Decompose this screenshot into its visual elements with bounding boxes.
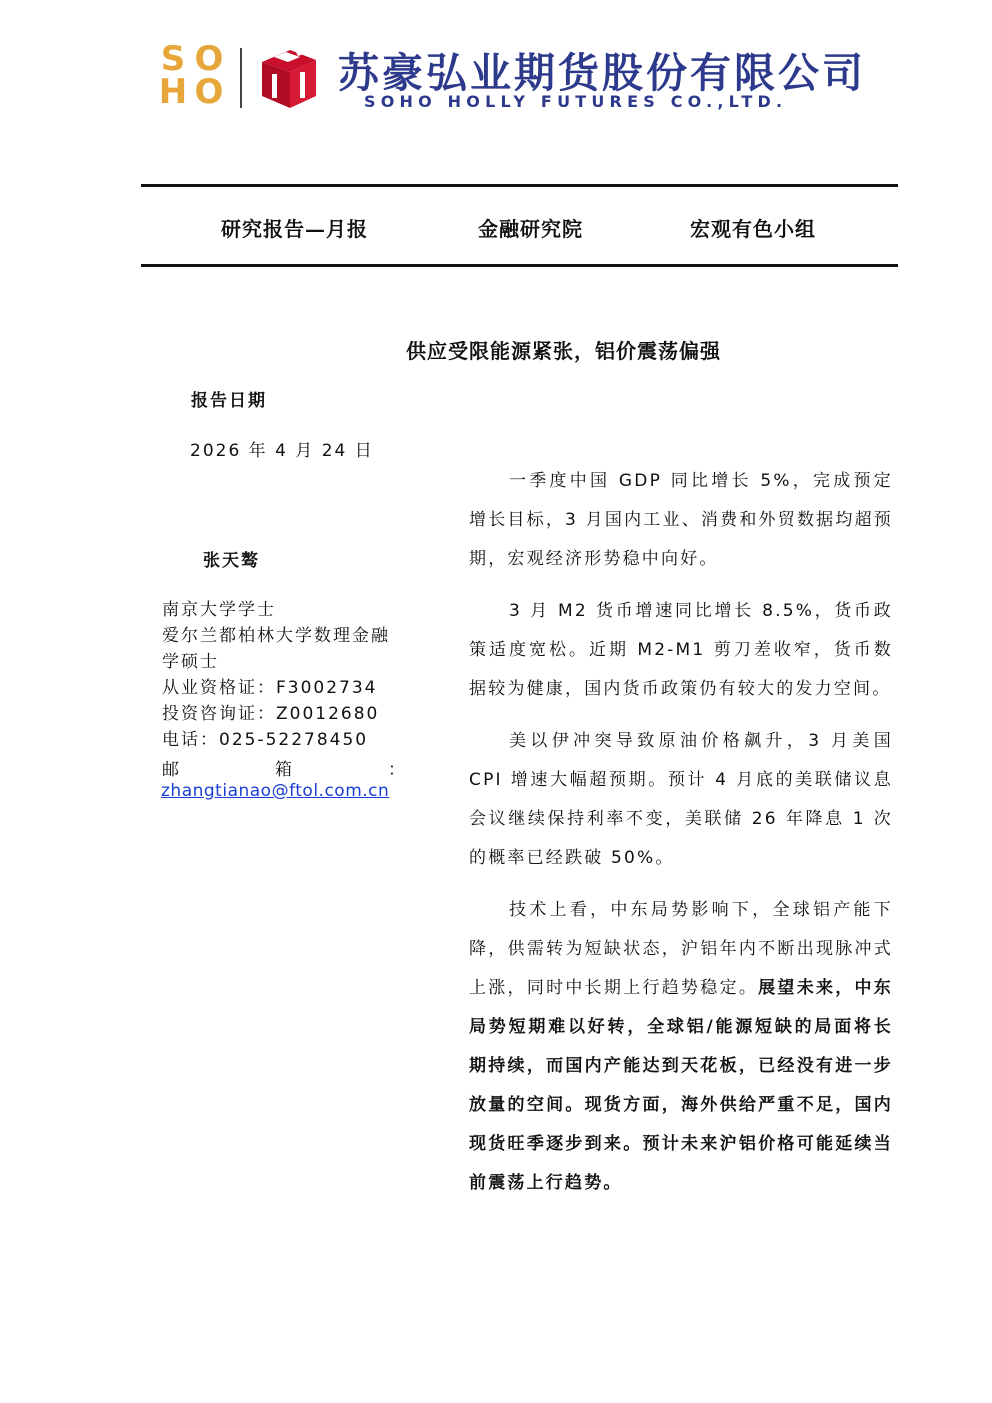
logo-letter-o: O xyxy=(194,39,224,79)
logo-divider xyxy=(240,48,242,108)
bio-line: 学硕士 xyxy=(162,652,219,672)
logo-letter-o2: O xyxy=(194,72,224,112)
bio-line: 爱尔兰都柏林大学数理金融 xyxy=(162,626,390,646)
date-label: 报告日期 xyxy=(191,391,267,411)
company-name-cn: 苏豪弘业期货股份有限公司 xyxy=(338,49,866,97)
company-name-en: SOHO HOLLY FUTURES CO.,LTD. xyxy=(364,92,788,111)
bio-line: 电话：025-52278450 xyxy=(162,730,369,750)
report-date: 2026 年 4 月 24 日 xyxy=(190,441,374,461)
report-type: 研究报告—月报 xyxy=(221,217,368,241)
email-label-char: 箱 xyxy=(275,760,292,780)
email-label-char: 邮 xyxy=(162,760,179,780)
paragraph-gdp: 一季度中国 GDP 同比增长 5%，完成预定增长目标，3 月国内工业、消费和外贸数据均超预期，宏观经济形势稳中向好。 xyxy=(469,471,893,569)
paragraph-m2: 3 月 M2 货币增速同比增长 8.5%，货币政策适度宽松。近期 M2-M1 剪刀差收窄，货币数据较为健康，国内货币政策仍有较大的发力空间。 xyxy=(469,601,893,699)
email-label-char: ： xyxy=(388,760,405,780)
report-title: 供应受限能源紧张，铝价震荡偏强 xyxy=(406,339,721,363)
paragraph-cpi: 美以伊冲突导致原油价格飙升，3 月美国 CPI 增速大幅超预期。预计 4 月底的美联储议息会议继续保持利率不变，美联储 26 年降息 1 次的概率已经跌破 50%。 xyxy=(469,731,893,868)
outlook-text: 技术上看，中东局势影响下，全球铝产能下降，供需转为短缺状态，沪铝年内不断出现脉冲式上涨，同时中长期上行趋势稳定。 xyxy=(469,900,893,998)
email-link[interactable]: zhangtianao@ftol.com.cn xyxy=(161,781,390,801)
bottom-rule xyxy=(141,264,898,267)
holly-cube-logo xyxy=(256,44,320,110)
group-name: 宏观有色小组 xyxy=(690,217,816,241)
soho-logo xyxy=(155,39,227,112)
bio-line: 投资咨询证：Z0012680 xyxy=(162,704,380,724)
logo-letter-s: S xyxy=(160,39,186,79)
bio-line: 南京大学学士 xyxy=(162,600,276,620)
email-label xyxy=(162,755,405,780)
outlook-bold-text: 展望未来，中东局势短期难以好转，全球铝/能源短缺的局面将长期持续，而国内产能达到天花板，已经没有进一步放量的空间。现货方面，海外供给严重不足，国内现货旺季逐步到来。预计未来沪铝价格可能延续当前震荡上行趋势。 xyxy=(469,978,893,1193)
author-name: 张天骜 xyxy=(203,551,260,571)
paragraph-outlook xyxy=(469,891,893,1203)
institute-name: 金融研究院 xyxy=(478,217,583,241)
bio-line: 从业资格证：F3002734 xyxy=(162,678,378,698)
logo-letter-h: H xyxy=(158,72,188,112)
top-rule xyxy=(141,184,898,187)
